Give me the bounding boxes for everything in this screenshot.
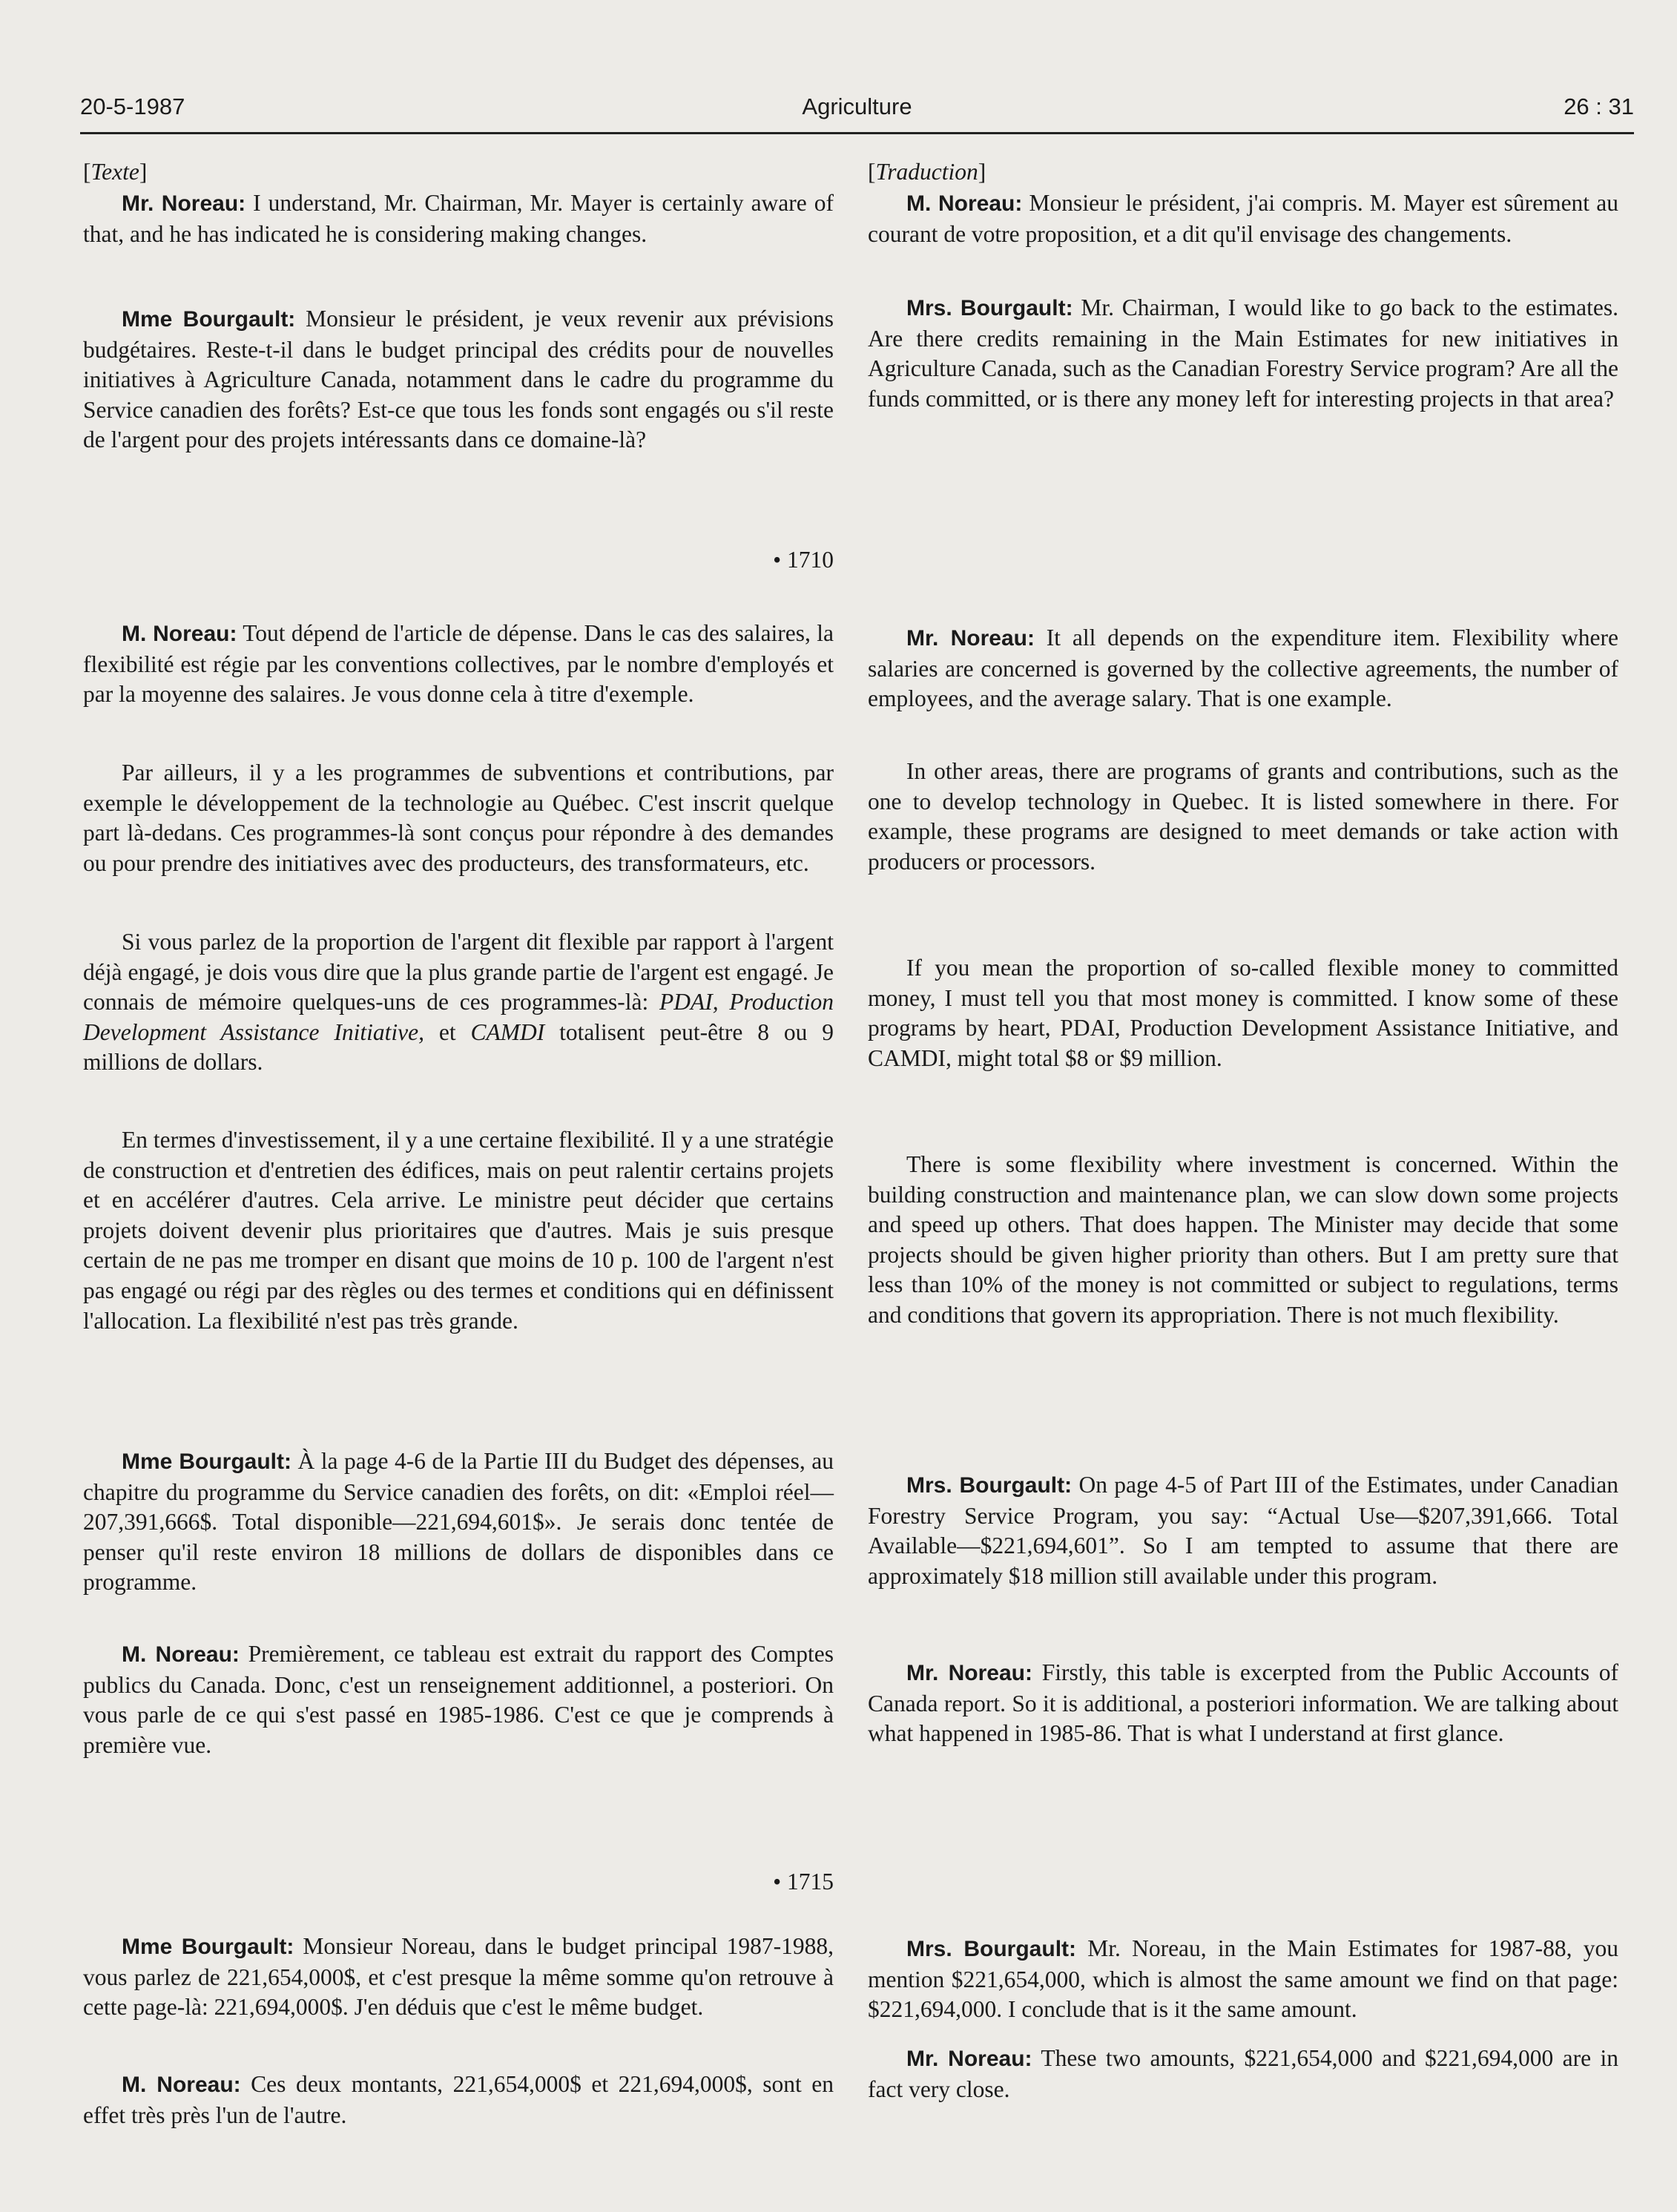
speaker-name: M. Noreau:	[122, 2073, 241, 2097]
speech-text: If you mean the proportion of so-called flexible money to committed money, I must tell you that most money is committed. I know some of these programs by heart, PDAI, Production Development Assistance Initiative, and CAMDI, might total $8 or $9 million.	[868, 955, 1618, 1071]
speech-text: It all depends on the expenditure item. Flexibility where salaries are concerned is governed by the collective agreements, the number of employees, and the average salary. That is one example.	[868, 625, 1618, 712]
speech-text: Tout dépend de l'article de dépense. Dans le cas des salaires, la flexibilité est régie par les conventions collectives, par le nombre d'employés et par la moyenne des salaires. Je vous donne cela à titre d'exemple.	[83, 620, 834, 708]
left-paragraph-4	[83, 758, 834, 878]
speech-text: Mr. Chairman, I would like to go back to the estimates. Are there credits remaining in the Main Estimates for new initiatives in Agriculture Canada, such as the Canadian Forestry Service program? Are all the funds committed, or is there any money left for interesting projects in that area?	[868, 294, 1618, 412]
speech-text: Premièrement, ce tableau est extrait du rapport des Comptes publics du Canada. Donc, c'est un renseignement additionnel, a posteriori. On vous parle de ce qui s'est passé en 1985-1986. C'est ce que je comprends à première vue.	[83, 1641, 834, 1758]
left-time-stamp-1715: • 1715	[773, 1869, 834, 1895]
right-paragraph-7	[868, 1470, 1618, 1591]
left-paragraph-1	[83, 188, 834, 249]
speech-text: Mr. Noreau, in the Main Estimates for 1987-88, you mention $221,654,000, which is almost the same amount we find on that page: $221,694,000. I conclude that is it the same amount.	[868, 1935, 1618, 2023]
right-paragraph-3	[868, 623, 1618, 714]
speech-text: In other areas, there are programs of grants and contributions, such as the one to develop technology in Quebec. It is listed somewhere in there. For example, these programs are designed to meet demands or take action with producers or processors.	[868, 758, 1618, 875]
right-paragraph-2	[868, 293, 1618, 414]
section-tag: Texte	[90, 159, 139, 185]
right-paragraph-10	[868, 2044, 1618, 2104]
left-paragraph-9	[83, 1932, 834, 2023]
speaker-name: Mme Bourgault:	[122, 1935, 294, 1959]
page-header	[80, 88, 1634, 134]
right-paragraph-5	[868, 953, 1618, 1073]
speaker-name: Mr. Noreau:	[906, 2047, 1032, 2071]
left-paragraph-5	[83, 927, 834, 1078]
right-paragraph-4	[868, 757, 1618, 877]
speaker-name: M. Noreau:	[906, 191, 1023, 216]
left-section-tag: [Texte]	[83, 159, 148, 185]
speech-text: Monsieur le président, je veux revenir aux prévisions budgétaires. Reste-t-il dans le budget principal des crédits pour de nouvelles initiatives à Agriculture Canada, notamment dans le cadre du programme du Service canadien des forêts? Est-ce que tous les fonds sont engagés ou s'il reste de l'argent pour des projets intéressants dans ce domaine-là?	[83, 306, 834, 453]
speaker-name: Mrs. Bourgault:	[906, 1473, 1073, 1498]
header-title: Agriculture	[802, 93, 912, 119]
speaker-name: Mrs. Bourgault:	[906, 1937, 1077, 1961]
speech-text: These two amounts, $221,654,000 and $221,694,000 are in fact very close.	[868, 2045, 1618, 2102]
speaker-name: Mr. Noreau:	[122, 191, 246, 216]
speech-text: À la page 4-6 de la Partie III du Budget des dépenses, au chapitre du programme du Service canadien des forêts, on dit: «Emploi réel—207,391,666$. Total disponible—221,694,601$». Je serais donc tentée de penser qu'il reste environ 18 millions de dollars de disponibles dans ce programme.	[83, 1448, 834, 1596]
speech-text: totalisent peut-être 8 ou 9 millions de dollars.	[83, 1018, 834, 1076]
right-paragraph-1	[868, 188, 1618, 249]
section-tag: Traduction	[875, 159, 978, 185]
speech-text: et	[424, 1018, 471, 1045]
speaker-name: Mrs. Bourgault:	[906, 296, 1073, 320]
right-paragraph-8	[868, 1658, 1618, 1749]
header-date: 20-5-1987	[80, 93, 185, 119]
left-paragraph-8	[83, 1639, 834, 1760]
speech-text: Firstly, this table is excerpted from the Public Accounts of Canada report. So it is additional, a posteriori information. We are talking about what happened in 1985-86. That is what I understand at first glance.	[868, 1659, 1618, 1747]
right-paragraph-6	[868, 1150, 1618, 1331]
speaker-name: Mme Bourgault:	[122, 307, 296, 332]
speech-text: There is some flexibility where investment is concerned. Within the building construction and maintenance plan, we can slow down some projects and speed up others. That does happen. The Minister may decide that some projects should be given higher priority than others. But I am pretty sure that less than 10% of the money is not committed or subject to regulations, terms and conditions that govern its appropriation. There is not much flexibility.	[868, 1151, 1618, 1328]
speaker-name: M. Noreau:	[122, 622, 237, 646]
speech-text: Monsieur Noreau, dans le budget principal 1987-1988, vous parlez de 221,654,000$, et c'est presque la même somme qu'on retrouve à cette page-là: 221,694,000$. J'en déduis que c'est le même budget.	[83, 1933, 834, 2021]
speaker-name: Mme Bourgault:	[122, 1449, 291, 1474]
right-paragraph-9	[868, 1934, 1618, 2025]
speaker-name: M. Noreau:	[122, 1642, 240, 1667]
left-time-stamp-1710: • 1710	[773, 547, 834, 573]
speaker-name: Mr. Noreau:	[906, 1661, 1032, 1685]
speech-text: On page 4-5 of Part III of the Estimates, under Canadian Forestry Service Program, you say: “Actual Use—$207,391,666. Total Available—$221,694,601”. So I am tempted to assume that there are approximately $18 million still available under this program.	[868, 1472, 1618, 1589]
program-acronym: CAMDI	[470, 1018, 545, 1045]
program-names: PDAI, Production Development Assistance Initiative,	[83, 989, 834, 1045]
header-page-number: 26 : 31	[1564, 93, 1634, 119]
left-paragraph-2	[83, 304, 834, 455]
left-paragraph-6	[83, 1125, 834, 1336]
speech-text: Par ailleurs, il y a les programmes de subventions et contributions, par exemple le développement de la technologie au Québec. C'est inscrit quelque part là-dedans. Ces programmes-là sont conçus pour répondre à des demandes ou pour prendre des initiatives avec des producteurs, des transformateurs, etc.	[83, 760, 834, 876]
left-paragraph-10	[83, 2070, 834, 2130]
speaker-name: Mr. Noreau:	[906, 626, 1035, 651]
speech-text: Ces deux montants, 221,654,000$ et 221,694,000$, sont en effet très près l'un de l'autre.	[83, 2071, 834, 2128]
left-paragraph-3	[83, 619, 834, 710]
speech-text: En termes d'investissement, il y a une certaine flexibilité. Il y a une stratégie de construction et d'entretien des édifices, mais on peut ralentir certains projets et en accélérer d'autres. Cela arrive. Le ministre peut décider que certains projets doivent devenir plus prioritaires que d'autres. Mais je suis presque certain de ne pas me tromper en disant que moins de 10 p. 100 de l'argent n'est pas engagé ou régi par des règles ou des termes et conditions qui en définissent l'allocation. La flexibilité n'est pas très grande.	[83, 1127, 834, 1334]
right-section-tag: [Traduction]	[868, 159, 986, 185]
speech-text: Si vous parlez de la proportion de l'argent dit flexible par rapport à l'argent déjà engagé, je dois vous dire que la plus grande partie de l'argent est engagé. Je connais de mémoire quelques-uns de ces programmes-là:	[83, 929, 834, 1016]
speech-text: Monsieur le président, j'ai compris. M. Mayer est sûrement au courant de votre proposition, et a dit qu'il envisage des changements.	[868, 190, 1618, 247]
speech-text: I understand, Mr. Chairman, Mr. Mayer is certainly aware of that, and he has indicated he is considering making changes.	[83, 190, 834, 247]
left-paragraph-7	[83, 1446, 834, 1598]
